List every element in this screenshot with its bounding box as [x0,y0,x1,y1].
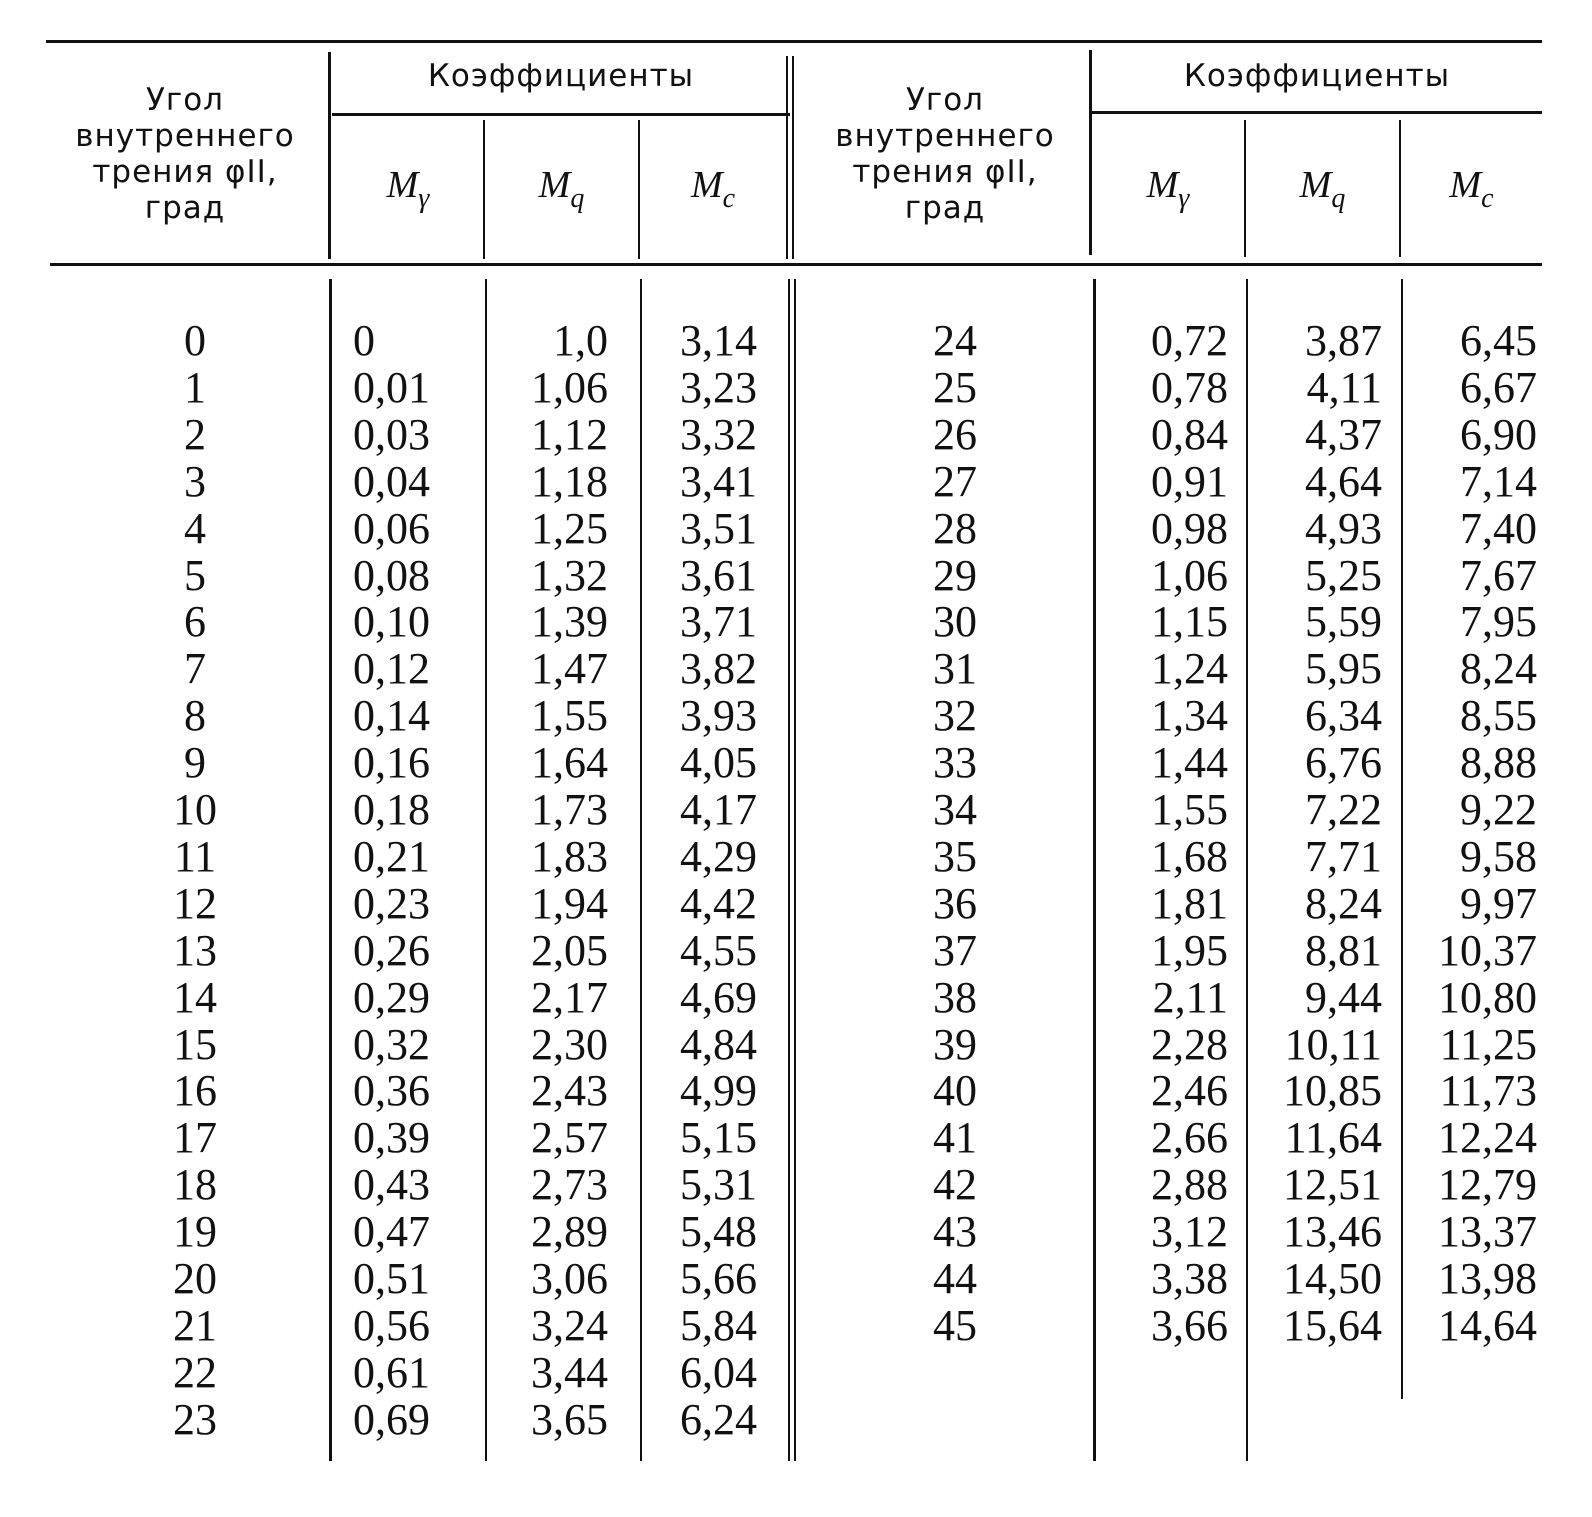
cell-m-c-left: 5,15 [680,1113,757,1163]
cell-m-gamma-left: 0,39 [353,1113,430,1163]
cell-angle-left: 11 [173,831,217,881]
cell-angle-left: 20 [173,1254,217,1303]
symbol-header-mc-right [1401,164,1542,214]
cell-m-gamma-right: 2,66 [1151,1113,1228,1163]
cell-m-q-left: 1,0 [553,316,608,365]
cell-m-q-left: 1,83 [531,831,608,881]
header-double-rule-b [792,56,794,259]
cell-m-q-left: 2,05 [531,925,608,975]
cell-angle-left: 22 [173,1347,217,1397]
cell-m-c-left: 4,42 [680,878,757,928]
symbol-header-mq-right [1246,164,1399,214]
cell-m-gamma-left: 0,43 [353,1160,430,1210]
cell-m-c-left: 4,29 [680,831,757,881]
cell-angle-left: 13 [173,925,217,975]
cell-angle-right: 44 [933,1254,977,1303]
cell-m-c-left: 5,31 [680,1160,757,1210]
cell-angle-right: 38 [933,972,977,1022]
cell-angle-left: 18 [173,1160,217,1210]
symbol-header-mc-left [640,164,786,214]
cell-m-c-right: 12,79 [1438,1160,1537,1210]
body-divider-my-mq-left [485,279,487,1461]
cell-m-q-right: 12,51 [1283,1160,1382,1210]
cell-m-q-left: 3,44 [531,1347,608,1397]
cell-angle-left: 15 [173,1019,217,1069]
cell-angle-right: 32 [933,691,977,741]
cell-m-c-right: 6,45 [1460,316,1537,365]
cell-m-q-right: 4,93 [1305,503,1382,553]
cell-m-q-left: 2,43 [531,1066,608,1116]
cell-m-q-right: 5,59 [1305,597,1382,647]
cell-m-q-right: 4,37 [1305,409,1382,459]
cell-m-c-right: 6,67 [1460,362,1537,412]
symbol-main: M [1449,164,1482,206]
body-divider-mq-mc-right [1401,279,1403,1399]
cell-m-gamma-right: 0,84 [1151,409,1228,459]
cell-m-q-right: 7,22 [1305,785,1382,834]
cell-m-c-left: 3,93 [680,691,757,741]
angle-header-left [40,82,330,226]
top-rule [46,40,1542,43]
cell-m-q-right: 10,85 [1283,1066,1382,1116]
cell-m-q-left: 3,65 [531,1394,608,1444]
cell-angle-right: 24 [933,316,977,365]
cell-m-gamma-left: 0,21 [353,831,430,881]
cell-m-q-left: 1,32 [531,550,608,600]
cell-m-c-right: 8,55 [1460,691,1537,741]
cell-m-q-left: 2,89 [531,1207,608,1257]
cell-m-q-right: 6,34 [1305,691,1382,741]
cell-m-c-left: 3,51 [680,503,757,553]
cell-m-gamma-left: 0 [353,316,375,365]
cell-angle-right: 26 [933,409,977,459]
cell-angle-right: 33 [933,738,977,788]
cell-m-gamma-left: 0,14 [353,691,430,741]
symbol-header-my-left [331,164,485,214]
angle-header-right [800,82,1090,226]
symbol-main: M [538,164,571,206]
cell-m-q-left: 1,47 [531,644,608,694]
cell-angle-right: 29 [933,550,977,600]
cell-m-gamma-left: 0,56 [353,1300,430,1350]
cell-m-gamma-right: 1,55 [1151,785,1228,834]
cell-m-q-right: 8,24 [1305,878,1382,928]
cell-m-gamma-left: 0,36 [353,1066,430,1116]
angle-header-line: трения φII, [92,154,278,190]
cell-angle-right: 28 [933,503,977,553]
cell-m-q-right: 13,46 [1283,1207,1382,1257]
cell-angle-left: 12 [173,878,217,928]
header-bottom-rule [50,263,1542,266]
cell-m-c-right: 9,97 [1460,878,1537,928]
cell-m-gamma-right: 0,78 [1151,362,1228,412]
cell-m-gamma-right: 1,06 [1151,550,1228,600]
cell-m-gamma-left: 0,61 [353,1347,430,1397]
cell-angle-left: 0 [184,316,206,365]
cell-m-c-right: 12,24 [1438,1113,1537,1163]
cell-m-gamma-left: 0,51 [353,1254,430,1303]
cell-m-q-left: 1,94 [531,878,608,928]
body-divider-mq-mc-left [640,279,642,1461]
cell-m-c-left: 3,23 [680,362,757,412]
symbol-sub: c [722,183,736,214]
cell-m-gamma-right: 1,68 [1151,831,1228,881]
cell-m-c-left: 5,48 [680,1207,757,1257]
cell-m-q-right: 4,11 [1306,362,1382,412]
symbol-sub: q [1331,183,1346,214]
cell-angle-right: 41 [933,1113,977,1163]
cell-m-q-left: 3,24 [531,1300,608,1350]
body-divider-my-mq-right [1246,279,1248,1461]
cell-m-c-left: 3,41 [680,456,757,506]
cell-m-q-left: 1,64 [531,738,608,788]
cell-m-q-right: 3,87 [1305,316,1382,365]
cell-m-q-right: 4,64 [1305,456,1382,506]
cell-m-q-left: 1,06 [531,362,608,412]
cell-m-q-left: 2,57 [531,1113,608,1163]
cell-m-c-right: 10,80 [1438,972,1537,1022]
cell-angle-left: 10 [173,785,217,834]
cell-m-c-right: 7,67 [1460,550,1537,600]
cell-angle-left: 23 [173,1394,217,1444]
cell-m-c-left: 3,32 [680,409,757,459]
cell-angle-left: 3 [184,456,206,506]
cell-m-c-right: 8,88 [1460,738,1537,788]
coefficients-header-right: Коэффициенты [1183,58,1451,94]
coefficients-header-left: Коэффициенты [427,58,695,94]
cell-angle-left: 9 [184,738,206,788]
symbol-sub: q [570,183,585,214]
angle-header-line: трения φII, [852,154,1038,190]
cell-m-gamma-right: 2,46 [1151,1066,1228,1116]
cell-m-c-left: 6,04 [680,1347,757,1397]
cell-angle-left: 21 [173,1300,217,1350]
symbol-sub: c [1481,183,1494,214]
cell-angle-left: 2 [184,409,206,459]
cell-m-gamma-left: 0,69 [353,1394,430,1444]
cell-m-q-right: 6,76 [1305,738,1382,788]
cell-m-gamma-right: 2,88 [1151,1160,1228,1210]
cell-angle-left: 17 [173,1113,217,1163]
cell-m-q-right: 11,64 [1284,1113,1382,1163]
cell-m-gamma-left: 0,08 [353,550,430,600]
cell-m-q-right: 5,95 [1305,644,1382,694]
cell-angle-right: 40 [933,1066,977,1116]
symbol-header-mq-left [485,164,638,214]
cell-m-c-right: 9,58 [1460,831,1537,881]
coef-underline-right [1092,111,1542,114]
angle-header-line: внутреннего [835,118,1055,154]
cell-m-q-left: 1,12 [531,409,608,459]
angle-header-line: Угол [146,82,224,118]
cell-angle-right: 37 [933,925,977,975]
cell-m-c-right: 13,37 [1438,1207,1537,1257]
cell-m-c-left: 6,24 [680,1394,757,1444]
cell-m-c-right: 8,24 [1460,644,1537,694]
cell-m-gamma-right: 1,81 [1151,878,1228,928]
cell-m-c-left: 3,71 [680,597,757,647]
cell-m-q-right: 8,81 [1305,925,1382,975]
cell-m-gamma-left: 0,01 [353,362,430,412]
cell-m-gamma-right: 1,44 [1151,738,1228,788]
cell-m-c-left: 4,69 [680,972,757,1022]
symbol-header-my-right [1092,164,1244,214]
cell-angle-right: 39 [933,1019,977,1069]
cell-m-q-right: 5,25 [1305,550,1382,600]
cell-m-gamma-left: 0,06 [353,503,430,553]
cell-m-gamma-left: 0,26 [353,925,430,975]
cell-m-gamma-right: 0,72 [1151,316,1228,365]
angle-header-line: внутреннего [75,118,295,154]
cell-angle-right: 45 [933,1300,977,1350]
cell-m-c-left: 4,05 [680,738,757,788]
cell-m-c-right: 7,40 [1460,503,1537,553]
cell-m-gamma-left: 0,10 [353,597,430,647]
cell-angle-right: 43 [933,1207,977,1257]
cell-m-q-left: 1,39 [531,597,608,647]
cell-m-gamma-right: 1,95 [1151,925,1228,975]
cell-m-q-right: 14,50 [1283,1254,1382,1303]
cell-m-c-left: 4,84 [680,1019,757,1069]
cell-angle-right: 27 [933,456,977,506]
symbol-sub: γ [418,183,430,214]
cell-m-gamma-left: 0,47 [353,1207,430,1257]
cell-m-q-left: 2,30 [531,1019,608,1069]
cell-m-c-right: 11,25 [1439,1019,1537,1069]
body-double-rule-a [788,279,790,1461]
cell-m-c-right: 7,14 [1460,456,1537,506]
cell-m-gamma-right: 2,11 [1152,972,1228,1022]
cell-angle-left: 8 [184,691,206,741]
cell-m-gamma-right: 0,98 [1151,503,1228,553]
cell-m-c-right: 14,64 [1438,1300,1537,1350]
cell-angle-left: 1 [184,362,206,412]
cell-m-c-right: 9,22 [1460,785,1537,834]
body-double-rule-b [794,279,796,1461]
cell-angle-left: 7 [184,644,206,694]
cell-angle-right: 42 [933,1160,977,1210]
cell-m-c-left: 4,17 [680,785,757,834]
cell-angle-right: 30 [933,597,977,647]
symbol-main: M [1299,164,1332,206]
cell-m-gamma-right: 2,28 [1151,1019,1228,1069]
cell-m-gamma-left: 0,29 [353,972,430,1022]
cell-angle-left: 19 [173,1207,217,1257]
cell-m-c-right: 11,73 [1439,1066,1537,1116]
cell-m-gamma-right: 3,38 [1151,1254,1228,1303]
cell-m-gamma-right: 3,12 [1151,1207,1228,1257]
cell-m-gamma-left: 0,04 [353,456,430,506]
cell-angle-left: 5 [184,550,206,600]
symbol-main: M [386,164,419,206]
cell-m-c-left: 4,99 [680,1066,757,1116]
cell-angle-left: 4 [184,503,206,553]
cell-m-q-left: 1,73 [531,785,608,834]
cell-m-q-right: 10,11 [1284,1019,1382,1069]
cell-angle-right: 35 [933,831,977,881]
cell-angle-left: 14 [173,972,217,1022]
cell-angle-right: 36 [933,878,977,928]
cell-m-gamma-left: 0,12 [353,644,430,694]
cell-m-gamma-left: 0,32 [353,1019,430,1069]
cell-m-q-left: 2,17 [531,972,608,1022]
cell-angle-left: 16 [173,1066,217,1116]
cell-m-c-left: 5,84 [680,1300,757,1350]
cell-m-q-left: 1,25 [531,503,608,553]
cell-m-c-left: 3,14 [680,316,757,365]
cell-m-gamma-right: 0,91 [1151,456,1228,506]
cell-m-q-left: 1,18 [531,456,608,506]
symbol-main: M [1146,164,1179,206]
cell-m-q-right: 15,64 [1283,1300,1382,1350]
coef-underline-left [332,113,790,116]
cell-m-q-left: 1,55 [531,691,608,741]
cell-m-gamma-left: 0,23 [353,878,430,928]
cell-m-c-right: 10,37 [1438,925,1537,975]
cell-m-gamma-right: 1,15 [1151,597,1228,647]
cell-angle-right: 25 [933,362,977,412]
cell-m-q-left: 2,73 [531,1160,608,1210]
cell-m-c-left: 5,66 [680,1254,757,1303]
angle-header-line: Угол [906,82,984,118]
cell-m-c-left: 3,82 [680,644,757,694]
symbol-main: M [690,164,723,206]
cell-angle-right: 31 [933,644,977,694]
cell-m-gamma-right: 1,34 [1151,691,1228,741]
cell-m-gamma-right: 3,66 [1151,1300,1228,1350]
cell-m-c-right: 6,90 [1460,409,1537,459]
cell-m-gamma-right: 1,24 [1151,644,1228,694]
cell-m-gamma-left: 0,03 [353,409,430,459]
cell-m-c-right: 7,95 [1460,597,1537,647]
cell-m-c-left: 3,61 [680,550,757,600]
cell-angle-right: 34 [933,785,977,834]
angle-header-line: град [904,190,986,226]
angle-header-line: град [144,190,226,226]
cell-m-gamma-left: 0,18 [353,785,430,834]
cell-m-q-left: 3,06 [531,1254,608,1303]
cell-angle-left: 6 [184,597,206,647]
symbol-sub: γ [1178,183,1190,214]
cell-m-c-left: 4,55 [680,925,757,975]
cell-m-c-right: 13,98 [1438,1254,1537,1303]
cell-m-q-right: 7,71 [1305,831,1382,881]
cell-m-q-right: 9,44 [1305,972,1382,1022]
cell-m-gamma-left: 0,16 [353,738,430,788]
